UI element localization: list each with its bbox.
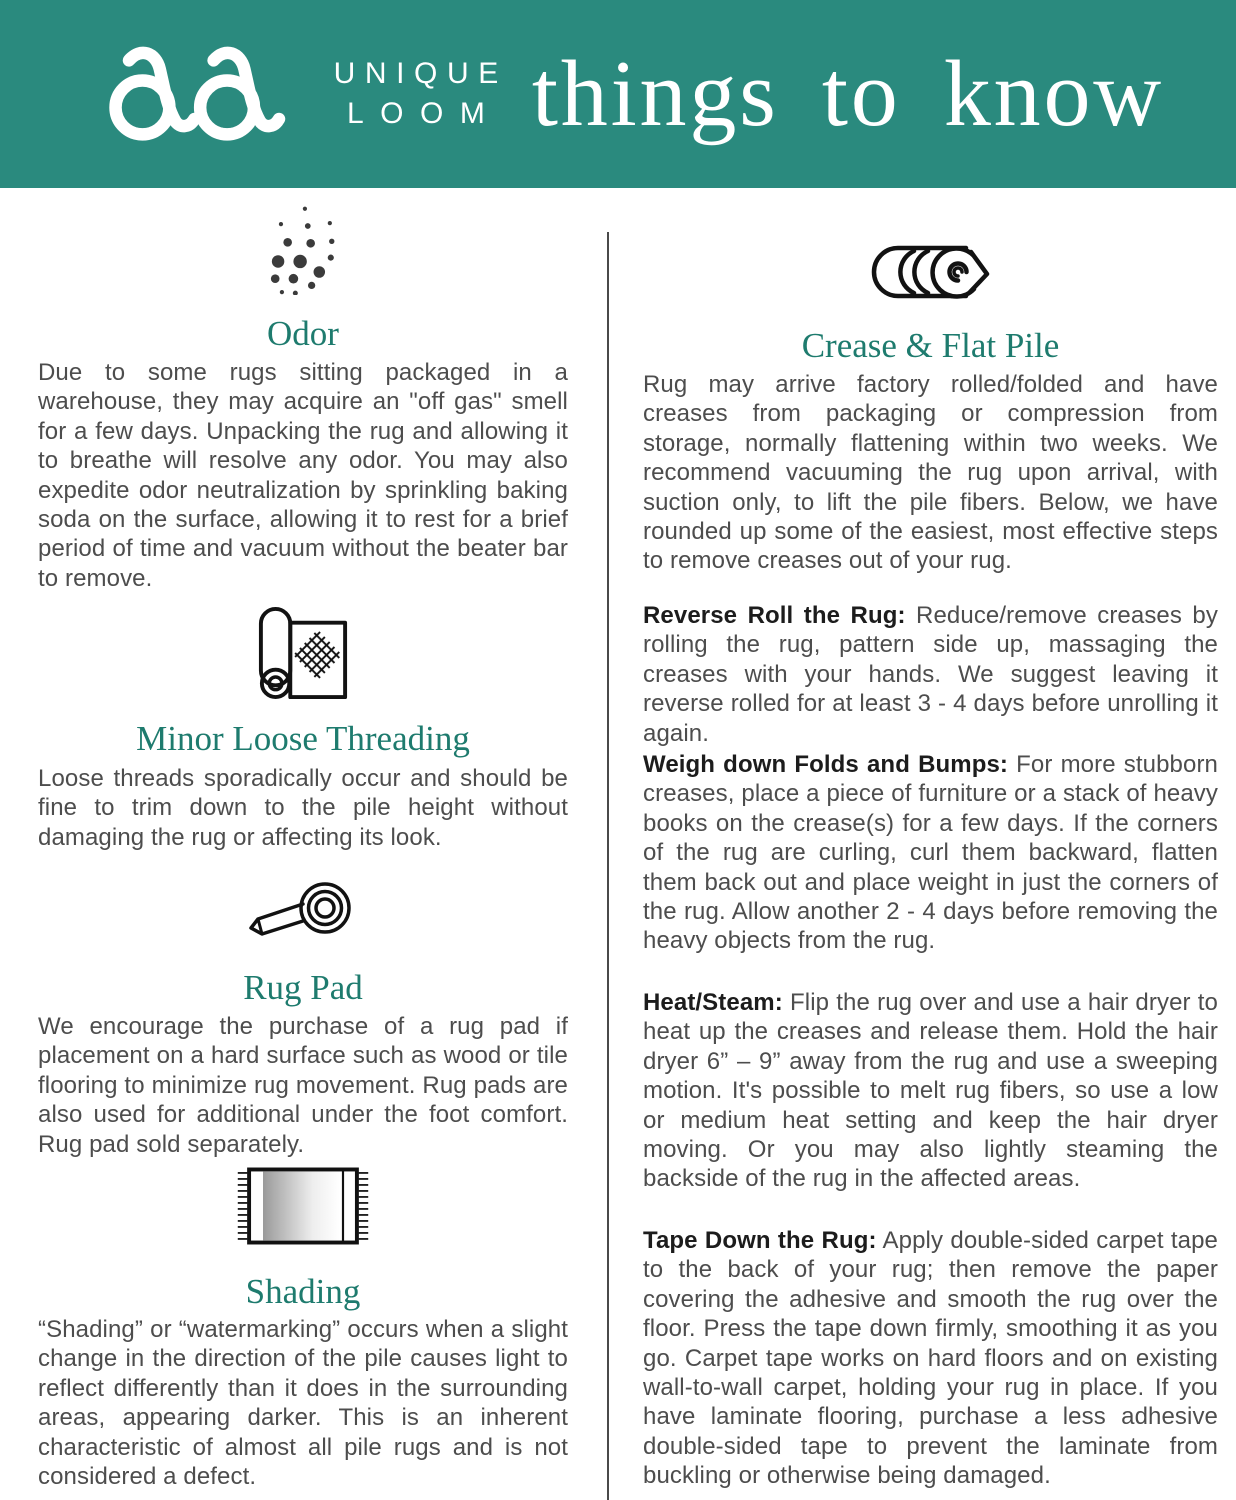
tip-body-heat-steam: Flip the rug over and use a hair dryer to heat up the creases and release them. Hold the hair dryer 6” – 9” away from the rug and use a sweeping motion. It's possible to melt rug fibers, so use a low or medium heat setting and keep the hair dryer moving. Or you may also lightly steaming the backside of the rug in the affected areas. — [643, 989, 1218, 1193]
section-heading-rug-pad: Rug Pad — [243, 968, 363, 1007]
section-heading-odor: Odor — [267, 314, 339, 353]
section-body-shading: “Shading” or “watermarking” occurs when a slight change in the direction of the pile causes light to reflect differently than it does in the surrounding areas, appearing darker. This is an inherent characteristic of almost all pile rugs and is not considered a defect. — [38, 1316, 568, 1491]
rug-pad-roll-icon — [246, 877, 361, 945]
unique-loom-logo-icon — [106, 44, 302, 144]
section-heading-threading: Minor Loose Threading — [136, 719, 470, 758]
rolled-rug-crosshatch-icon — [257, 606, 349, 700]
section-heading-crease: Crease & Flat Pile — [801, 326, 1060, 365]
section-body-crease: Rug may arrive factory rolled/folded and have creases from packaging or compression from storage, normally flattening within two weeks. We recommend vacuuming the rug upon arrival, with suction only, to lift the pile fibers. Below, we have rounded up some of the easiest, most effective steps to remove creases out of your rug. — [643, 371, 1218, 575]
tip-reverse-roll — [643, 601, 1218, 748]
section-body-rug-pad: We encourage the purchase of a rug pad if placement on a hard surface such as wood or tile flooring to minimize rug movement. Rug pads are also used for additional under the foot comfort. Rug pad sold separately. — [38, 1013, 568, 1158]
tip-weigh-down — [643, 750, 1218, 956]
tip-body-tape-down: Apply double-sided carpet tape to the back of your rug; then remove the paper covering the adhesive and smooth the rug over the floor. Press the tape down firmly, smoothing it as you go. Carpet tape works on hard floors and on existing wall-to-wall carpet, holding your rug in place. If you have laminate flooring, purchase a less adhesive double-sided tape to prevent the laminate from buckling or otherwise being damaged. — [643, 1227, 1218, 1490]
tip-tape-down — [643, 1226, 1218, 1491]
odor-dots-icon — [268, 203, 338, 295]
section-body-threading: Loose threads sporadically occur and should be fine to trim down to the pile height without damaging the rug or affecting its look. — [38, 765, 568, 851]
rolled-rug-side-icon — [870, 244, 992, 300]
section-body-odor: Due to some rugs sitting packaged in a warehouse, they may acquire an "off gas" smell for a few days. Unpacking the rug and allowing it to breathe will resolve any odor. You may also expedite odor neutralization by sprinkling baking soda on the surface, allowing it to rest for a brief period of time and vacuum without the beater bar to remove. — [38, 359, 568, 592]
brand-wordmark — [324, 54, 508, 133]
shaded-rug-icon — [228, 1166, 378, 1246]
tip-body-weigh-down: For more stubborn creases, place a piece of furniture or a stack of heavy books on the crease(s) for a few days. If the corners of the rug are curling, curl them backward, flatten them back out and place weight in just the corners of the rug. Allow another 2 - 4 days before removing the heavy objects from the rug. — [643, 751, 1218, 955]
brand-line-loom: LOOM — [347, 97, 502, 130]
tip-label-reverse-roll: Reverse Roll the Rug: — [643, 602, 906, 629]
column-divider — [607, 232, 609, 1500]
brand-line-unique: UNIQUE — [333, 57, 508, 91]
tip-label-heat-steam: Heat/Steam: — [643, 989, 783, 1016]
tip-body-reverse-roll: Reduce/remove creases by rolling the rug, pattern side up, massaging the creases with your hands. We suggest leaving it reverse rolled for at least 3 - 4 days before unrolling it again. — [643, 602, 1218, 747]
section-heading-shading: Shading — [245, 1272, 361, 1311]
header-banner — [0, 0, 1236, 188]
tip-heat-steam — [643, 988, 1218, 1194]
tip-label-tape-down: Tape Down the Rug: — [643, 1227, 877, 1254]
page-title: things to know — [531, 42, 1164, 146]
brand-logo — [106, 44, 508, 144]
tip-label-weigh-down: Weigh down Folds and Bumps: — [643, 751, 1009, 778]
